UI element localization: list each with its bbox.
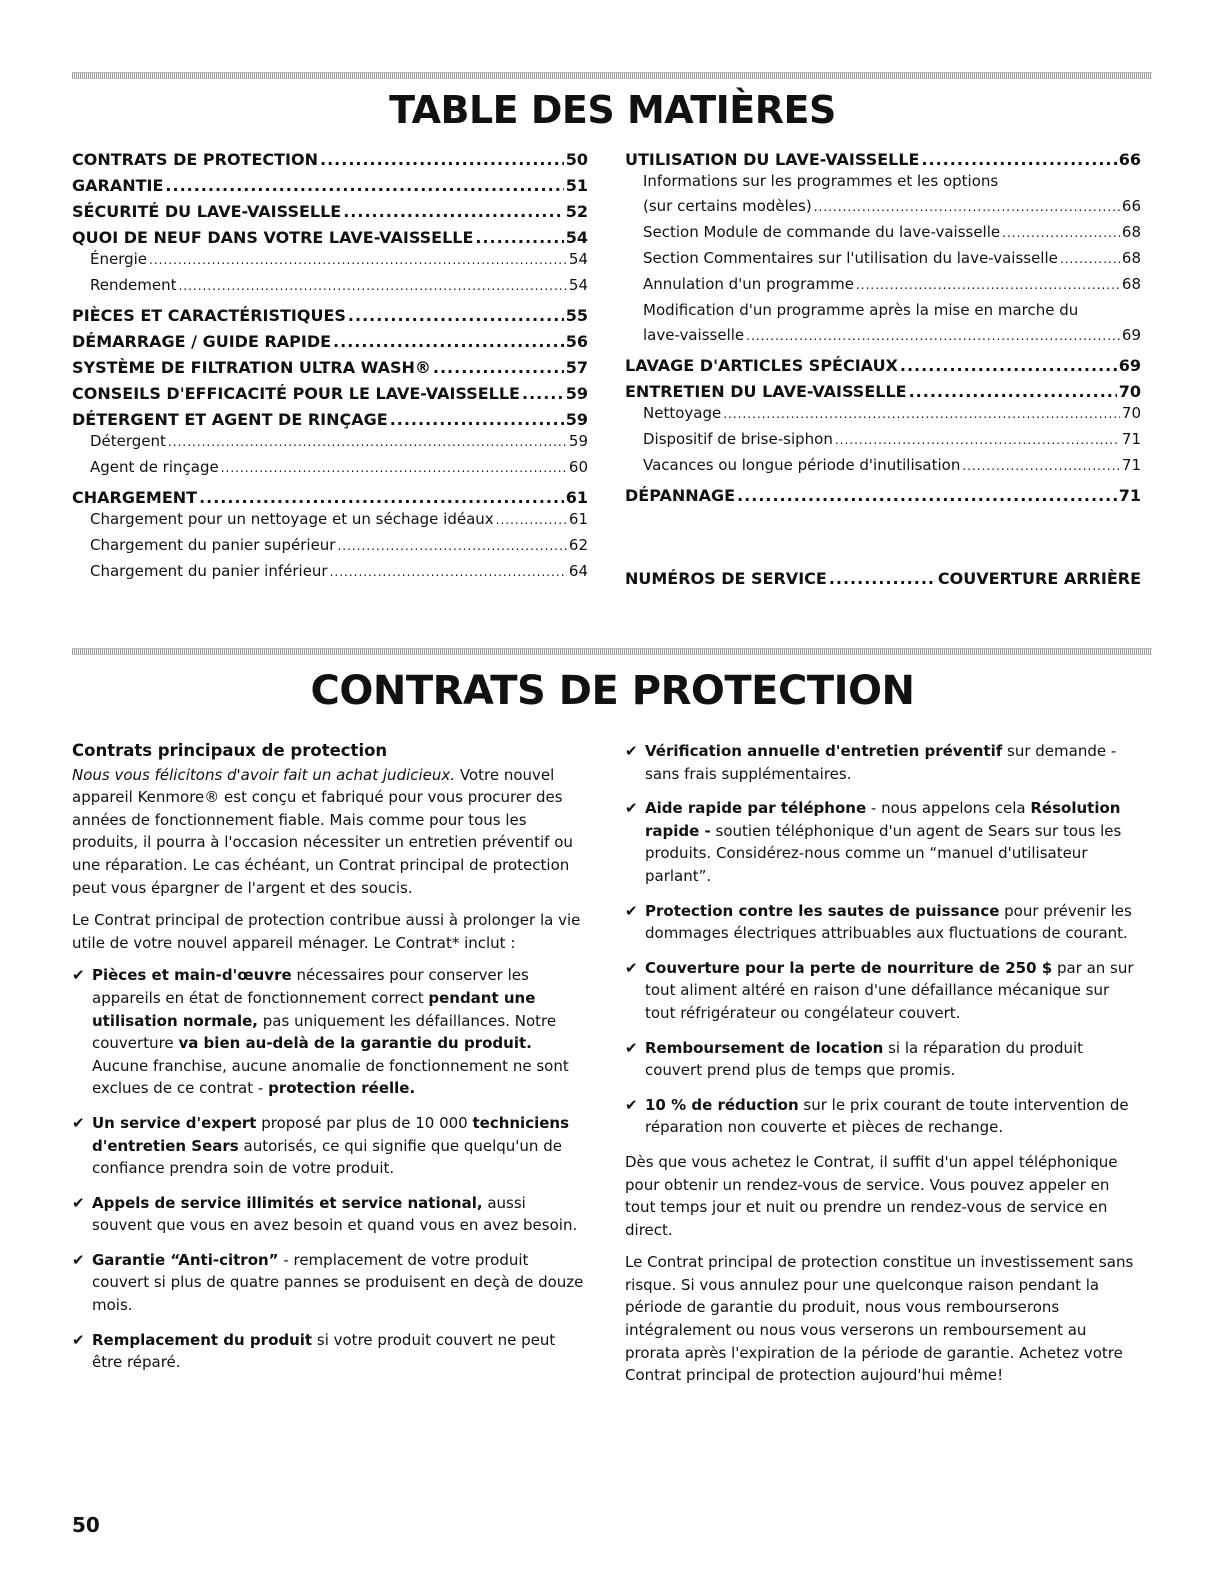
- toc-entry-vacances[interactable]: Vacances ou longue période d'inutilisation ..... 71: [625, 453, 1141, 479]
- toc-entry[interactable]: [72, 507, 588, 533]
- toc-entry-page: 52: [565, 202, 588, 221]
- left-body-column: [72, 740, 588, 1386]
- bullet-lemon-guarantee: ✔ Garantie “Anti-citron” - remplacement de votre produit couvert si plus de quatre pannes se produisent en deçà de douze mois.: [72, 1250, 584, 1315]
- toc-entry[interactable]: [72, 150, 588, 169]
- checkmark-icon: ✔: [72, 966, 85, 985]
- bullet-discount: ✔ 10 % de réduction sur le prix courant de toute intervention de réparation non couverte et pièces de rechange.: [625, 1095, 1129, 1137]
- toc-entry-modif-line1: Modification d'un programme après la mise en marche du: [643, 301, 1079, 319]
- toc-entry-page: 57: [565, 358, 588, 377]
- bullet-expert-service: ✔ Un service d'expert proposé par plus de 10 000 techniciens d'entretien Sears autorisés, ce qui signifie que quelqu'un de confiance prendra soin de votre produit.: [72, 1113, 570, 1178]
- toc-entry-page: 61: [565, 488, 588, 507]
- checkmark-icon: ✔: [625, 799, 638, 818]
- toc-entry-label: Énergie: [90, 250, 148, 268]
- toc-entry[interactable]: [72, 384, 588, 403]
- section-title: CONTRATS DE PROTECTION: [310, 668, 915, 714]
- right-body-column: [625, 740, 1141, 1397]
- toc-entry-section-commentaires[interactable]: Section Commentaires sur l'utilisation du lave-vaisselle ..... 68: [625, 246, 1141, 272]
- toc-entry-label: Chargement du panier inférieur: [90, 562, 328, 580]
- toc-entry-numeros[interactable]: NUMÉROS DE SERVICE ..... COUVERTURE ARRIÈRE: [625, 569, 1141, 588]
- checkmark-icon: ✔: [72, 1193, 85, 1212]
- toc-entry-entretien[interactable]: ENTRETIEN DU LAVE-VAISSELLE ..... 70: [625, 382, 1141, 401]
- toc-entry-page: 59: [565, 384, 588, 403]
- toc-entry[interactable]: [72, 332, 588, 351]
- toc-entry-label: CHARGEMENT: [72, 488, 198, 507]
- toc-entry[interactable]: [72, 273, 588, 299]
- toc-entry-page: 50: [565, 150, 588, 169]
- toc-entry-label: SÉCURITÉ DU LAVE-VAISSELLE: [72, 202, 342, 221]
- toc-entry-annulation[interactable]: Annulation d'un programme ..... 68: [625, 272, 1141, 298]
- toc-entry-label: DÉMARRAGE / GUIDE RAPIDE: [72, 332, 332, 351]
- bullet-phone-help: ✔ Aide rapide par téléphone - nous appelons cela Résolution rapide - soutien téléphonique d'un agent de Sears sur tous les produits. Considérez-nous comme un “manuel d'utilisateur parlant”.: [625, 799, 1122, 885]
- bullet-surge-protection: ✔ Protection contre les sautes de puissance pour prévenir les dommages électriques attribuables aux fluctuations de courant.: [625, 901, 1132, 943]
- contract-paragraph: Le Contrat principal de protection contribue aussi à prolonger la vie utile de votre nouvel appareil ménager. Le Contrat* inclut :: [72, 911, 581, 952]
- toc-entry-label: DÉTERGENT ET AGENT DE RINÇAGE: [72, 410, 388, 429]
- toc-entry-nettoyage[interactable]: Nettoyage ..... 70: [625, 401, 1141, 427]
- checkmark-icon: ✔: [625, 1095, 638, 1114]
- toc-entry-label: Rendement: [90, 276, 177, 294]
- toc-entry-depannage[interactable]: DÉPANNAGE ..... 71: [625, 486, 1141, 505]
- toc-entry[interactable]: [72, 306, 588, 325]
- toc-entry[interactable]: [72, 228, 588, 247]
- checkmark-icon: ✔: [625, 742, 638, 760]
- toc-entry-label: CONTRATS DE PROTECTION: [72, 150, 318, 169]
- checkmark-icon: ✔: [625, 1038, 638, 1057]
- toc-entry-page: 59: [565, 410, 588, 429]
- toc-entry[interactable]: [72, 410, 588, 429]
- checkmark-icon: ✔: [72, 1330, 85, 1349]
- toc-entry-label: GARANTIE: [72, 176, 164, 195]
- toc-entry-page: 54: [568, 276, 588, 294]
- toc-entry-label: CONSEILS D'EFFICACITÉ POUR LE LAVE-VAISSELLE: [72, 384, 520, 403]
- toc-entry-section-module[interactable]: Section Module de commande du lave-vaisselle ..... 68: [625, 220, 1141, 246]
- toc-entry[interactable]: [72, 247, 588, 273]
- page-number: 50: [72, 1513, 100, 1537]
- checkmark-icon: ✔: [625, 901, 638, 920]
- bullet-product-replacement: ✔ Remplacement du produit si votre produit couvert ne peut être réparé.: [72, 1330, 556, 1372]
- toc-entry-label: SYSTÈME DE FILTRATION ULTRA WASH®: [72, 358, 431, 377]
- toc-entry[interactable]: [72, 455, 588, 481]
- toc-entry-page: 60: [568, 458, 588, 476]
- toc-entry-page: 51: [565, 176, 588, 195]
- middle-rule: [72, 648, 1152, 655]
- contracts-heading: Contrats principaux de protection: [72, 741, 388, 760]
- toc-entry-page: 64: [568, 562, 588, 580]
- toc-entry-page: 54: [568, 250, 588, 268]
- toc-entry-page: 59: [568, 432, 588, 450]
- toc-entry[interactable]: [72, 533, 588, 559]
- bullet-annual-check: ✔ Vérification annuelle d'entretien préventif sur demande - sans frais supplémentaires.: [625, 742, 1117, 783]
- toc-entry-info-line2[interactable]: (sur certains modèles) ..... 66: [625, 194, 1141, 220]
- toc-title: TABLE DES MATIÈRES: [389, 88, 836, 132]
- toc-entry-lavage[interactable]: LAVAGE D'ARTICLES SPÉCIAUX ..... 69: [625, 356, 1141, 375]
- bullet-rental-refund: ✔ Remboursement de location si la réparation du produit couvert prend plus de temps que promis.: [625, 1038, 1084, 1080]
- toc-entry-page: 54: [565, 228, 588, 247]
- toc-entry[interactable]: [72, 358, 588, 377]
- checkmark-icon: ✔: [72, 1250, 85, 1269]
- toc-entry-label: Chargement pour un nettoyage et un séchage idéaux: [90, 510, 494, 528]
- toc-entry[interactable]: [72, 176, 588, 195]
- toc-entry-label: Agent de rinçage: [90, 458, 219, 476]
- toc-left-column: [72, 150, 588, 585]
- toc-entry-label: Détergent: [90, 432, 166, 450]
- toc-entry-label: PIÈCES ET CARACTÉRISTIQUES: [72, 306, 346, 325]
- investment-paragraph: Le Contrat principal de protection constitue un investissement sans risque. Si vous annulez pour une quelconque raison pendant la période de garantie du produit, nous vous rembourserons intégralement ou nous vous verserons un remboursement au prorata après l'expiration de la période de garantie. Achetez votre Contrat principal de protection aujourd'hui même!: [625, 1253, 1134, 1385]
- toc-entry-label: QUOI DE NEUF DANS VOTRE LAVE-VAISSELLE: [72, 228, 474, 247]
- checkmark-icon: ✔: [625, 958, 638, 977]
- toc-entry[interactable]: [72, 429, 588, 455]
- toc-entry-page: 56: [565, 332, 588, 351]
- toc-entry-page: 62: [568, 536, 588, 554]
- toc-entry[interactable]: [72, 202, 588, 221]
- intro-paragraph: Nous vous félicitons d'avoir fait un achat judicieux. Votre nouvel appareil Kenmore® est conçu et fabriqué pour vous procurer des années de fonctionnement fiable. Mais comme pour tous les produits, il pourra à l'occasion nécessiter un entretien préventif ou une réparation. Le cas échéant, un Contrat principal de protection peut vous épargner de l'argent et des soucis.: [72, 765, 573, 897]
- toc-entry-info-line1: Informations sur les programmes et les options: [643, 172, 999, 190]
- toc-entry-utilisation[interactable]: UTILISATION DU LAVE-VAISSELLE ..... 66: [625, 150, 1141, 169]
- toc-entry-brise-siphon[interactable]: Dispositif de brise-siphon ..... 71: [625, 427, 1141, 453]
- checkmark-icon: ✔: [72, 1113, 85, 1132]
- bullet-parts-labor: ✔ Pièces et main-d'œuvre nécessaires pour conserver les appareils en état de fonctionnement correct pendant une utilisation normale, pas uniquement les défaillances. Notre couverture va bien au-delà de la garantie du produit. Aucune franchise, aucune anomalie de fonctionnement ne sont exclues de ce contrat - protection réelle.: [72, 966, 569, 1098]
- toc-entry-label: Chargement du panier supérieur: [90, 536, 336, 554]
- toc-entry[interactable]: [72, 559, 588, 585]
- toc-entry-modif-line2[interactable]: lave-vaisselle ..... 69: [625, 323, 1141, 349]
- toc-entry[interactable]: [72, 488, 588, 507]
- bullet-unlimited-calls: ✔ Appels de service illimités et service national, aussi souvent que vous en avez besoin et quand vous en avez besoin.: [72, 1193, 578, 1235]
- toc-entry-page: 61: [568, 510, 588, 528]
- purchase-paragraph: Dès que vous achetez le Contrat, il suffit d'un appel téléphonique pour obtenir un rendez-vous de service. Vous pouvez appeler en tout temps jour et nuit ou prendre un rendez-vous de service en direct.: [625, 1152, 1118, 1239]
- bullet-food-loss: ✔ Couverture pour la perte de nourriture de 250 $ par an sur tout aliment altéré en raison d'une défaillance mécanique sur tout réfrigérateur ou congélateur couvert.: [625, 958, 1134, 1022]
- top-rule: [72, 72, 1152, 79]
- toc-right-column: [625, 150, 1141, 588]
- toc-entry-page: 55: [565, 306, 588, 325]
